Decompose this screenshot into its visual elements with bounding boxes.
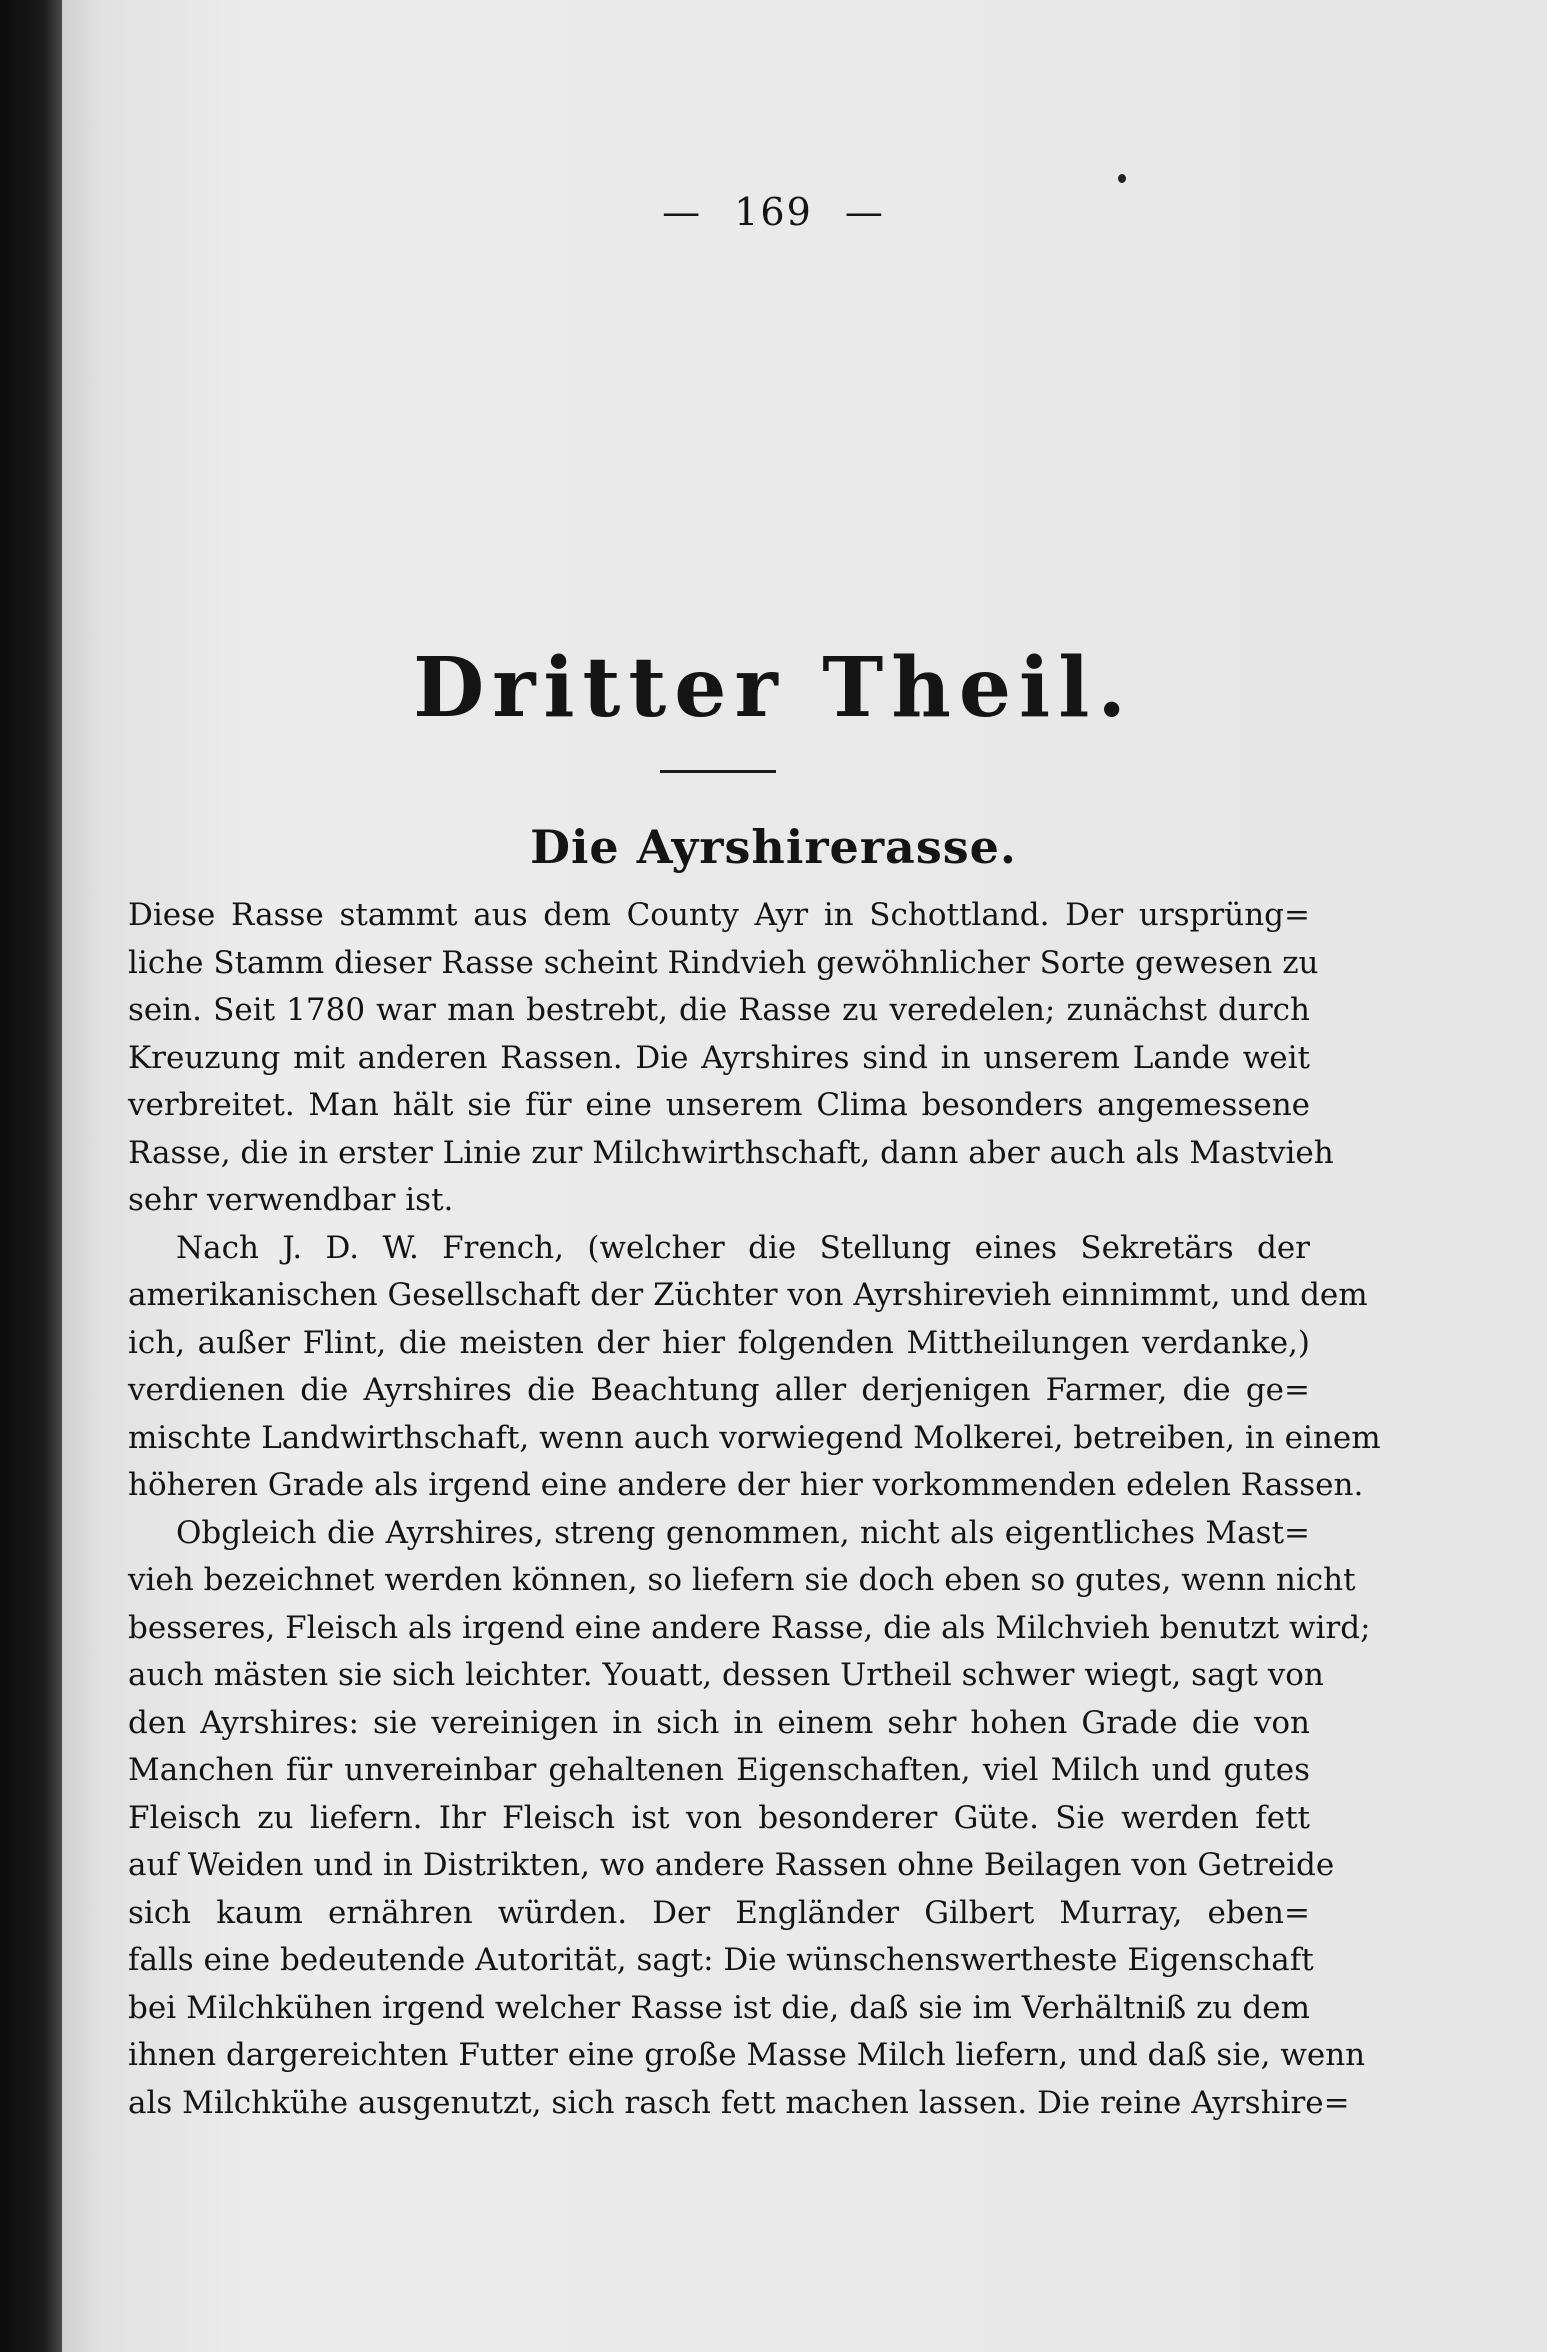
body-line: Nach J. D. W. French, (welcher die Stellung eines Sekretärs der: [176, 1229, 1310, 1266]
body-line: den Ayrshires: sie vereinigen in sich in einem sehr hohen Grade die von: [128, 1704, 1310, 1741]
body-line: Diese Rasse stammt aus dem County Ayr in Schottland. Der ursprüng=: [128, 897, 1310, 933]
body-line: höheren Grade als irgend eine andere der hier vorkommenden edelen Rassen.: [128, 1467, 1364, 1503]
body-line: vieh bezeichnet werden können, so liefern sie doch eben so gutes, wenn nicht: [128, 1562, 1356, 1598]
body-line: Fleisch zu liefern. Ihr Fleisch ist von besonderer Güte. Sie werden fett: [128, 1799, 1310, 1836]
body-line: als Milchkühe ausgenutzt, sich rasch fett machen lassen. Die reine Ayrshire=: [128, 2084, 1350, 2121]
body-line: bei Milchkühen irgend welcher Rasse ist die, daß sie im Verhältniß zu dem: [128, 1989, 1310, 2026]
body-line: ich, außer Flint, die meisten der hier folgenden Mittheilungen verdanke,): [128, 1324, 1310, 1361]
body-line: auch mästen sie sich leichter. Youatt, dessen Urtheil schwer wiegt, sagt von: [128, 1657, 1324, 1693]
body-line: auf Weiden und in Distrikten, wo andere Rassen ohne Beilagen von Getreide: [128, 1847, 1335, 1883]
body-line: besseres, Fleisch als irgend eine andere Rasse, die als Milchvieh benutzt wird;: [128, 1609, 1371, 1646]
body-line: liche Stamm dieser Rasse scheint Rindvieh gewöhnlicher Sorte gewesen zu: [128, 944, 1319, 981]
body-line: Obgleich die Ayrshires, streng genommen, nicht als eigentliches Mast=: [176, 1514, 1310, 1551]
book-gutter-shadow: [0, 0, 62, 2352]
body-line: Rasse, die in erster Linie zur Milchwirthschaft, dann aber auch als Mastvieh: [128, 1134, 1334, 1171]
section-title: Die Ayrshirerasse.: [530, 820, 1017, 874]
body-line: amerikanischen Gesellschaft der Züchter von Ayrshirevieh einnimmt, und dem: [128, 1277, 1368, 1313]
page-number: 169: [734, 190, 813, 234]
header-dash-left: —: [662, 190, 703, 234]
body-line: ihnen dargereichten Futter eine große Masse Milch liefern, und daß sie, wenn: [128, 2037, 1366, 2073]
body-line: mischte Landwirthschaft, wenn auch vorwiegend Molkerei, betreiben, in einem: [128, 1419, 1381, 1456]
body-line: verbreitet. Man hält sie für eine unserem Clima besonders angemessene: [128, 1087, 1310, 1123]
ink-speck: [1118, 174, 1126, 183]
title-rule: [660, 770, 776, 773]
body-line: Manchen für unvereinbar gehaltenen Eigenschaften, viel Milch und gutes: [128, 1752, 1310, 1788]
body-line: sein. Seit 1780 war man bestrebt, die Rasse zu veredelen; zunächst durch: [128, 992, 1310, 1028]
body-text: [128, 892, 1381, 2127]
part-title: Dritter Theil.: [413, 640, 1134, 736]
body-line: sich kaum ernähren würden. Der Engländer Gilbert Murray, eben=: [128, 1894, 1310, 1931]
body-line: Kreuzung mit anderen Rassen. Die Ayrshires sind in unserem Lande weit: [128, 1039, 1310, 1076]
page-number-header: [0, 190, 1547, 234]
body-line: verdienen die Ayrshires die Beachtung aller derjenigen Farmer, die ge=: [128, 1372, 1310, 1408]
header-dash-right: —: [844, 190, 885, 234]
body-line: sehr verwendbar ist.: [128, 1182, 454, 1218]
body-line: falls eine bedeutende Autorität, sagt: Die wünschenswertheste Eigenschaft: [128, 1942, 1314, 1978]
